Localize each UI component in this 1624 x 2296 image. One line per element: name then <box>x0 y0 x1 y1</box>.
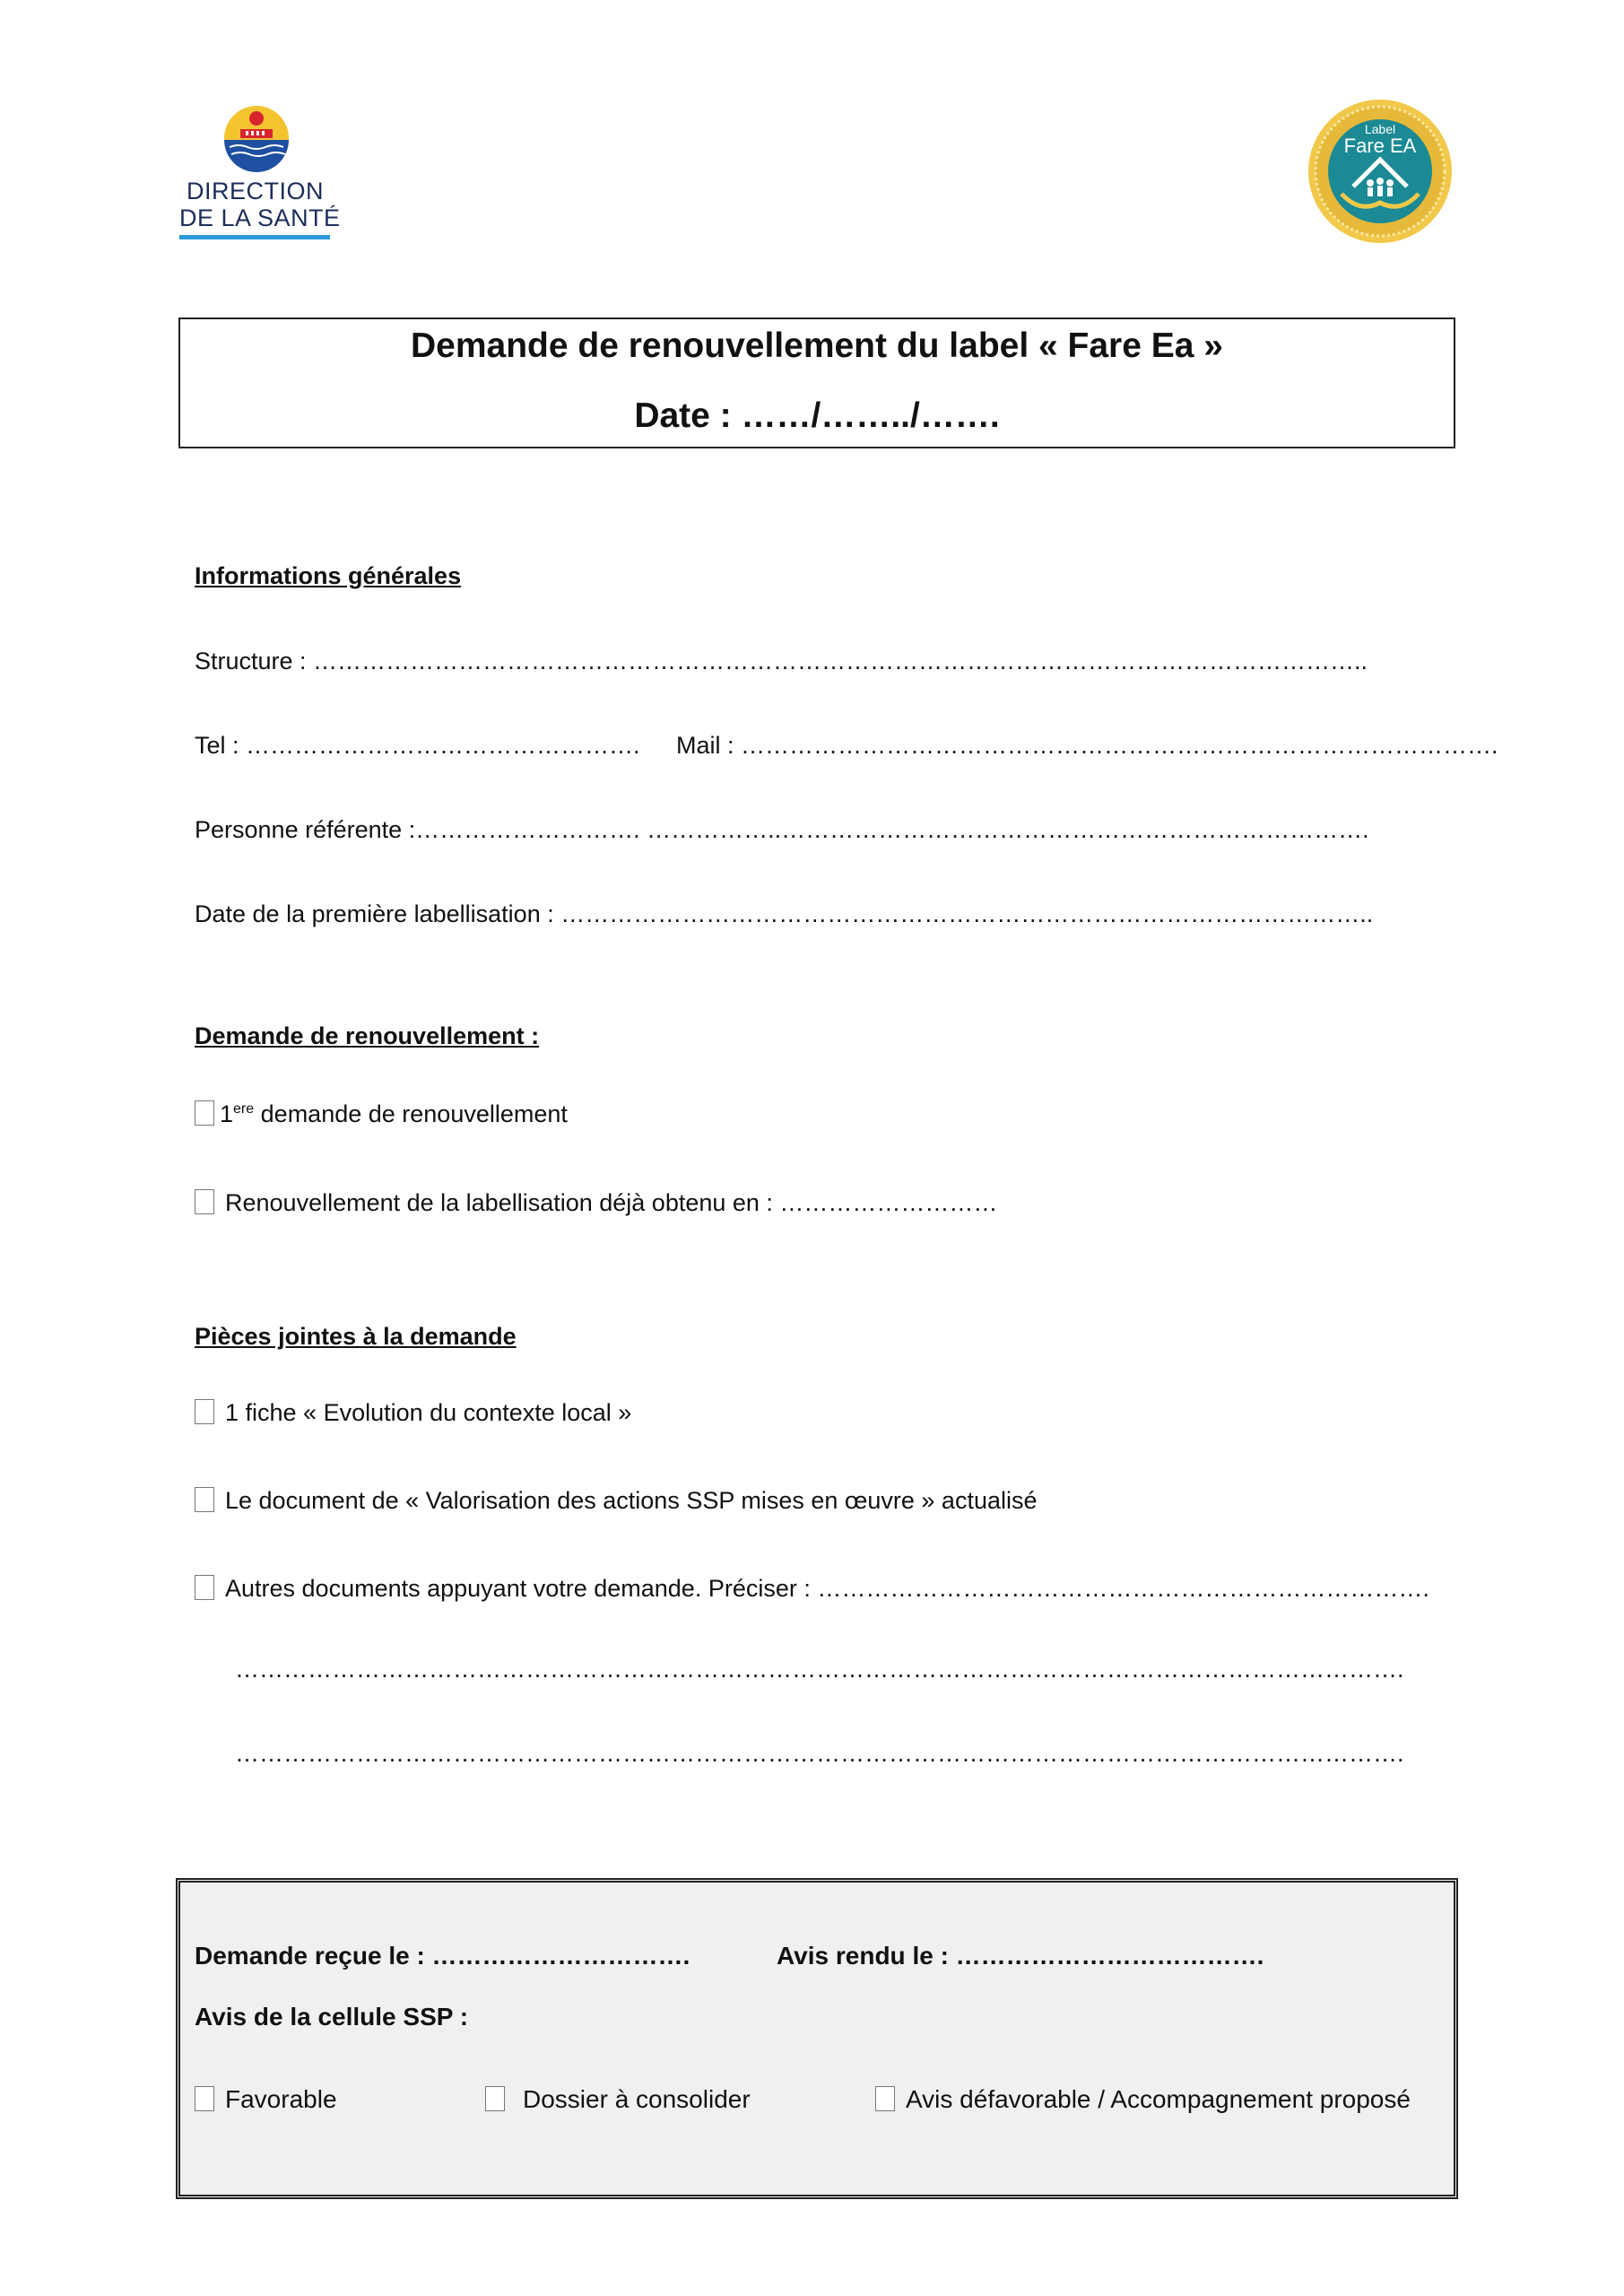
checkbox-autres-documents[interactable] <box>195 1575 214 1600</box>
option-premiere-demande-label: demande de renouvellement <box>254 1100 568 1127</box>
piece-document-valorisation-label: Le document de « Valorisation des actions SSP mises en œuvre » actualisé <box>225 1487 1038 1514</box>
label-fare-ea-logo <box>1306 97 1455 246</box>
demande-recue-field[interactable]: Demande reçue le : …………………………. <box>195 1942 690 1970</box>
piece-autres-documents[interactable] <box>195 1575 1429 1603</box>
option-premiere-demande-sup: ere <box>233 1101 255 1117</box>
option-favorable[interactable] <box>195 2085 337 2114</box>
checkbox-premiere-demande[interactable] <box>195 1100 214 1126</box>
logo-text-line1: DIRECTION <box>187 178 324 204</box>
avis-cellule-label: Avis de la cellule SSP : <box>195 2003 469 2031</box>
form-title: Demande de renouvellement du label « Fare Ea » <box>411 326 1223 365</box>
title-box <box>178 317 1455 448</box>
option-premiere-demande-prefix: 1 <box>220 1100 234 1127</box>
logo-underline <box>179 235 330 239</box>
preciser-line-1[interactable]: ………………………………………………………………………………………………………………………………. <box>235 1656 1404 1683</box>
checkbox-favorable[interactable] <box>195 2086 214 2111</box>
polynesia-emblem-icon <box>221 102 292 174</box>
option-premiere-demande[interactable] <box>195 1100 568 1128</box>
structure-field[interactable]: Structure : ………………………………………………………………………………………………………………….. <box>195 648 1368 674</box>
mail-field[interactable]: Mail : …………………………………………………………………………………. <box>676 732 1498 759</box>
checkbox-renouvellement-obtenu[interactable] <box>195 1189 214 1214</box>
seal-label-name: Fare EA <box>1343 135 1417 157</box>
option-dossier-consolider-label: Dossier à consolider <box>523 2085 751 2113</box>
section-heading-renouvellement: Demande de renouvellement : <box>195 1022 540 1049</box>
option-avis-defavorable-label: Avis défavorable / Accompagnement proposé <box>906 2085 1411 2113</box>
checkbox-avis-defavorable[interactable] <box>875 2086 895 2111</box>
piece-fiche-evolution-label: 1 fiche « Evolution du contexte local » <box>225 1399 632 1426</box>
piece-document-valorisation[interactable] <box>195 1487 1038 1515</box>
date-premiere-labellisation-field[interactable]: Date de la première labellisation : ……………………………………………………………………………………….. <box>195 900 1374 927</box>
option-renouvellement-obtenu-label: Renouvellement de la labellisation déjà obtenu en : ……………………… <box>225 1189 998 1216</box>
checkbox-document-valorisation[interactable] <box>195 1487 214 1512</box>
label-seal-icon <box>1306 97 1455 246</box>
avis-rendu-field[interactable]: Avis rendu le : ………………………………. <box>777 1942 1264 1970</box>
personne-referente-field[interactable]: Personne référente :………………………. ……………..………………………………………………………………. <box>195 816 1369 843</box>
option-dossier-consolider[interactable] <box>485 2085 751 2114</box>
checkbox-fiche-evolution[interactable] <box>195 1399 214 1424</box>
option-avis-defavorable[interactable] <box>875 2085 1411 2114</box>
section-heading-pieces: Pièces jointes à la demande <box>195 1323 517 1350</box>
preciser-line-2[interactable]: ………………………………………………………………………………………………………………………………. <box>235 1740 1404 1767</box>
logo-text-line2: DE LA SANTÉ <box>179 204 341 231</box>
direction-sante-logo <box>176 99 341 242</box>
piece-fiche-evolution[interactable] <box>195 1399 631 1427</box>
piece-autres-documents-label: Autres documents appuyant votre demande. Préciser : …………………………………………………………………. <box>225 1575 1429 1602</box>
option-renouvellement-obtenu[interactable] <box>195 1189 997 1217</box>
checkbox-dossier-consolider[interactable] <box>485 2086 505 2111</box>
administration-box <box>176 1878 1458 2199</box>
tel-field[interactable]: Tel : …………………………………………. <box>195 732 640 759</box>
option-favorable-label: Favorable <box>225 2085 337 2113</box>
section-heading-informations: Informations générales <box>195 562 462 589</box>
form-date[interactable]: Date : ……/……../……. <box>634 396 1000 435</box>
seal-label-word: Label <box>1364 122 1396 136</box>
